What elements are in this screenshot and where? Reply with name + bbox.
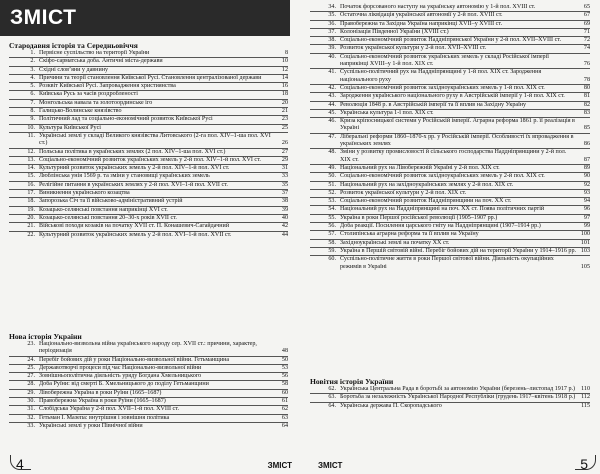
toc-entry-number: 24. [27,356,35,363]
toc-entry-page: 40 [281,214,288,221]
toc-entry-number: 53. [328,198,336,205]
toc-entry-title: Політичний лад та соціально-економічний розвиток Київської Русі [39,116,213,123]
toc-entry [9,99,288,107]
toc-entry-page: 44 [281,231,288,238]
toc-entry-number: 45. [328,109,336,116]
toc-entry [310,4,590,11]
toc-entry-page: 38 [281,198,288,205]
toc-entry-title: Культура Київської Русі [39,124,101,131]
toc-entry [9,364,288,372]
toc-entry [310,189,590,197]
toc-entry-page: 8 [284,50,288,56]
toc-entry-page: 31 [281,165,288,172]
toc-entry-number: 32. [27,414,35,421]
contents-banner [0,0,290,36]
toc-entry-number: 29. [27,389,35,396]
toc-entry [310,181,590,189]
toc-entry [9,50,288,57]
toc-entry-page: 100 [580,231,590,238]
toc-entry-title: Остаточна ліквідація української автономії у 2-й пол. XVIII ст. [340,12,503,19]
toc-entry-page: 67 [583,12,590,19]
page-number-left: 4 [16,456,24,472]
toc-entry-number: 43. [328,93,336,100]
toc-entry-title: Виникнення українського козацтва [39,190,130,197]
toc-entry [310,92,590,100]
toc-entry-title: Запорозька Січ та її військово-адміністративний устрій [39,198,183,205]
toc-entry-page: 58 [281,381,288,388]
right-page [300,0,600,474]
toc-list-ancient [9,50,288,239]
toc-entry-number: 63. [328,394,336,401]
toc-entry-number: 47. [328,133,336,140]
toc-entry [9,74,288,82]
toc-entry-title: Первісне суспільство на території України [39,50,150,56]
toc-entry-title: Національно-визвольна війна українського народу сер. XVII ст.: причини, характер, періодизація [39,341,257,355]
toc-entry-number: 17. [27,190,35,197]
toc-entry [9,132,288,148]
toc-entry-number: 27. [27,373,35,380]
toc-entry-page: 37 [281,190,288,197]
toc-entry-title: Україна в Першій світовій війні. Перебіг бойових дій на території України у 1914–1916 рр. [340,247,577,254]
toc-entry-title: Правобережна Україна в роки Руїни (1665–1687) [39,398,166,405]
toc-entry-page: 62 [281,406,288,413]
toc-entry [9,82,288,90]
toc-entry-number: 8. [30,108,35,115]
toc-entry-page: 87 [583,156,590,163]
toc-entry-page: 115 [581,402,590,409]
toc-entry-title: Криза кріпосницької системи у Російській імперії. Аграрна реформа 1861 р. її реалізація в Україні [340,118,575,132]
toc-entry-title: Суспільно-політичний рух на Наддніпрянщині у 1-й пол. XIX ст. Зародження національного руху [340,69,542,83]
toc-entry-number: 20. [27,214,35,221]
toc-entry [9,107,288,115]
toc-entry [9,115,288,123]
toc-entry-number: 28. [27,381,35,388]
toc-entry-number: 31. [27,406,35,413]
toc-entry-page: 83 [583,109,590,116]
toc-entry-number: 6. [30,91,35,98]
toc-entry [310,239,590,247]
toc-entry-page: 99 [583,223,590,230]
toc-entry-number: 14. [27,165,35,172]
toc-entry [9,206,288,214]
toc-entry [310,53,590,69]
toc-entry-number: 39. [328,45,336,52]
toc-entry-number: 54. [328,206,336,213]
toc-entry-page: 26 [281,140,288,147]
toc-entry-page: 103 [580,247,590,254]
toc-entry-page: 12 [281,66,288,73]
toc-entry-title: Культурний розвиток українських земель у 2-й пол. XIV–1-й пол. XVI ст. [39,165,230,172]
toc-entry-number: 23. [27,341,35,347]
toc-entry-page: 80 [583,84,590,91]
toc-entry-title: Українські землі у складі Великого князівства Литовського (2-га пол. XIV–1-ша пол. XVI ст.) [39,132,271,147]
toc-entry-title: Колонізація Південної України (XVIII ст.) [340,28,449,35]
toc-entry-title: Доба Руїни: від смерті Б. Хмельницького до поділу Гетьманщини [39,381,209,388]
toc-entry [9,222,288,230]
toc-entry-number: 13. [27,156,35,163]
toc-entry [9,389,288,397]
toc-entry-title: Західноукраїнські землі на початку XX ст. [340,239,450,246]
toc-entry-number: 3. [30,66,35,73]
toc-entry-title: Українська культура 1-ї пол. XIX ст. [340,109,434,116]
toc-entry-number: 12. [27,148,35,155]
toc-entry-title: Військові походи козаків на початку XVII ст. П. Конашевич-Сагайдачний [39,223,230,230]
footer-label-right: ЗМІСТ [318,461,343,470]
toc-entry-number: 25. [27,364,35,371]
toc-entry-number: 2. [30,58,35,65]
toc-entry-title: Польська політика в українських землях (2 пол. XIV–1-ша пол. XVI ст.) [39,148,226,155]
toc-entry-number: 37. [328,28,336,35]
toc-entry-page: 74 [583,45,590,52]
toc-entry-title: Національний рух на західноукраїнських землях у 2-й пол. XIX ст. [340,181,514,188]
toc-entry-page: 92 [583,181,590,188]
toc-entry [9,422,288,430]
toc-entry-number: 11. [27,132,35,139]
toc-entry [310,205,590,213]
toc-list-modern-continued [310,4,590,271]
toc-entry-page: 81 [583,93,590,100]
toc-entry [310,247,590,255]
toc-entry-number: 35. [328,12,336,19]
toc-entry-page: 63 [281,414,288,421]
toc-entry-page: 65 [583,4,590,10]
toc-entry-title: Національний рух на Лівобережній Україні у 2-й пол. XIX ст. [340,164,500,171]
toc-entry-title: Зародження українського національного руху в Австрійській імперії у 1-й пол. XIX ст. [340,93,565,100]
toc-entry-title: Розвиток української культури у 2-й пол. XIX ст. [340,189,467,196]
toc-entry-number: 34. [328,4,336,10]
toc-entry-page: 48 [281,348,288,355]
toc-entry-title: Релігійне питання в українських землях у 2-й пол. XVI–1-й пол. XVII ст. [39,181,228,188]
toc-entry [310,133,590,149]
toc-entry-title: Причини та теорії становлення Київської Русі. Становлення централізованої держави [39,74,262,81]
toc-entry-number: 52. [328,189,336,196]
toc-entry-page: 35 [281,181,288,188]
toc-entry-page: 76 [583,61,590,68]
toc-entry [310,148,590,164]
toc-entry-page: 90 [583,173,590,180]
toc-entry [9,164,288,172]
toc-entry-page: 39 [281,206,288,213]
toc-entry-number: 30. [27,398,35,405]
toc-entry-title: Столипінська аграрна реформа та її вплив на Україну [340,231,479,238]
toc-entry [310,20,590,28]
toc-entry-title: Ліберальні реформи 1860–1870-х рр. у Російській імперії. Особливості їх впровадження в українських землях [340,133,574,148]
toc-entry-number: 56. [328,223,336,230]
toc-entry-title: Соціально-економічний розвиток українських земель у складі Російської імперії наприкінці XVIII–у 1-й пол. XIX ст. [340,53,549,68]
toc-entry-number: 46. [328,118,336,125]
toc-entry [9,172,288,180]
toc-entry-title: Соціально-економічний розвиток західноукраїнських земель у 1-й пол. XIX ст. [340,84,545,91]
toc-entry [310,172,590,180]
toc-entry [9,197,288,205]
toc-entry-page: 82 [583,101,590,108]
toc-entry-number: 62. [328,386,336,392]
toc-entry-page: 33 [281,173,288,180]
toc-entry [310,44,590,52]
section-title-newest: Новітня історія України [310,377,394,386]
toc-entry-title: Культурний розвиток українських земель у 2-й пол. XVI–1-й пол. XVII ст. [39,231,232,238]
toc-entry-page: 23 [281,116,288,123]
section-title-modern: Нова історія України [9,332,82,341]
toc-entry [9,156,288,164]
toc-entry-number: 4. [30,74,35,81]
toc-entry [9,341,288,356]
toc-entry-title: Українські землі у роки Північної війни [39,422,143,429]
toc-entry-page: 21 [281,108,288,115]
toc-entry-title: Початок форсованого наступу на українську автономію у 1-й пол. XVIII ст. [340,4,536,10]
toc-entry-title: Доба реакції. Посилення царського гніту на Наддніпрянщині (1907–1914 рр.) [340,223,541,230]
toc-entry-number: 36. [328,20,336,27]
toc-entry-title: Розвиток української культури у 2-й пол. XVII–XVIII ст. [340,45,487,52]
toc-entry-number: 10. [27,124,35,131]
toc-entry-page: 101 [580,239,590,246]
toc-entry-title: Слобідська Україна у 2-й пол. XVII–1-й пол. XVIII ст. [39,406,179,413]
toc-entry-page: 50 [281,356,288,363]
toc-entry-number: 44. [328,101,336,108]
toc-entry [9,90,288,98]
toc-entry-title: Люблінська унія 1569 р. та зміни у становищі українських земель [39,173,210,180]
toc-entry-title: Гетьман І. Мазепа: внутрішня і зовнішня політика [39,414,170,421]
toc-entry-page: 25 [281,124,288,131]
toc-entry-title: Козацько-селянські повстання наприкінці XVI ст. [39,206,168,213]
footer-label-left: ЗМІСТ [267,461,292,470]
toc-entry [310,230,590,238]
toc-entry-title: Революція 1848 р. в Австрійській імперії та її вплив на Західну Україну [340,101,527,108]
toc-entry-number: 42. [328,84,336,91]
toc-entry [9,231,288,239]
toc-entry-page: 64 [281,422,288,429]
toc-entry [310,84,590,92]
toc-entry [9,124,288,132]
toc-entry-number: 9. [30,116,35,123]
toc-entry-number: 64. [328,402,336,409]
toc-entry-page: 72 [583,37,590,44]
toc-entry [310,109,590,117]
toc-entry-page: 86 [583,141,590,148]
toc-entry-title: Розквіт Київської Русі. Запровадження християнства [39,83,176,90]
toc-entry [9,57,288,65]
toc-entry-title: Галицько-Волинське князівство [39,108,122,115]
page-number-right: 5 [580,456,588,472]
toc-entry [9,189,288,197]
toc-list-newest [310,386,590,410]
toc-entry-number: 7. [30,99,35,106]
toc-entry-number: 5. [30,83,35,90]
section-title-ancient: Стародавня історія та Середньовіччя [9,41,138,50]
toc-entry-page: 105 [580,263,590,270]
toc-entry-page: 18 [281,91,288,98]
toc-entry-number: 60. [328,256,336,263]
toc-entry-number: 48. [328,149,336,156]
toc-entry [310,68,590,84]
toc-entry-number: 57. [328,231,336,238]
toc-entry-number: 55. [328,214,336,221]
toc-entry-number: 15. [27,173,35,180]
toc-entry-number: 50. [328,173,336,180]
toc-entry-page: 53 [281,364,288,371]
toc-entry-page: 69 [583,20,590,27]
toc-entry [310,117,590,133]
toc-entry [9,372,288,380]
toc-entry [310,36,590,44]
toc-entry [9,181,288,189]
toc-entry-number: 21. [27,223,35,230]
toc-entry [9,380,288,388]
toc-entry-page: 93 [583,189,590,196]
toc-entry-number: 40. [328,53,336,60]
toc-entry-title: Соціально-економічний розвиток західноукраїнських земель у 2-й пол. XIX ст. [340,173,545,180]
toc-entry-number: 51. [328,181,336,188]
toc-entry [310,255,590,271]
toc-entry-number: 16. [27,181,35,188]
toc-entry [310,11,590,19]
toc-entry-number: 33. [27,422,35,429]
toc-entry-page: 96 [583,206,590,213]
toc-entry-number: 41. [328,69,336,76]
toc-entry [9,397,288,405]
toc-entry-page: 97 [583,214,590,221]
toc-entry-page: 89 [583,164,590,171]
toc-entry-number: 59. [328,247,336,254]
toc-entry [9,66,288,74]
toc-entry-number: 22. [27,231,35,238]
toc-entry [310,101,590,109]
toc-entry-title: Боротьба за незалежність Української Народної Республіки (грудень 1917–квітень 1918 р.) [340,394,576,401]
toc-entry [310,28,590,36]
toc-entry-page: 60 [281,389,288,396]
toc-entry [310,214,590,222]
toc-entry-page: 94 [583,198,590,205]
toc-entry-page: 112 [581,394,590,401]
toc-entry [310,164,590,172]
toc-entry [9,356,288,364]
toc-entry-page: 29 [281,156,288,163]
toc-entry-page: 16 [281,83,288,90]
toc-entry-title: Правобережна та Західна Україна наприкінці XVII–у XVIII ст. [340,20,503,27]
toc-entry-number: 1. [30,50,35,56]
toc-entry [9,148,288,156]
toc-entry-title: Суспільно-політичне життя в роки Першої світової війни. Діяльність окупаційних режимів в Україні [340,256,554,270]
toc-entry-page: 110 [581,386,590,392]
toc-entry [310,393,590,401]
toc-entry [310,197,590,205]
toc-entry-title: Державотворчі процеси під час Національно-визвольної війни [39,364,202,371]
toc-entry-title: Соціально-економічний розвиток українських земель у 2-й пол. XIV–1-й пол. XVI ст. [39,156,261,163]
toc-entry [9,405,288,413]
toc-entry-page: 42 [281,223,288,230]
toc-entry-title: Соціально-економічний розвиток Наддніпрянської України у 2-й пол. XVII–XVIII ст. [340,37,562,44]
toc-entry-page: 14 [281,74,288,81]
toc-entry-number: 49. [328,164,336,171]
toc-entry-number: 19. [27,206,35,213]
toc-entry-title: Зміни у розвитку промисловості й сільського господарства Наддніпрянщини у 2-й пол. XIX ст. [340,149,567,163]
toc-entry-title: Українська Центральна Рада в боротьбі за автономію України (березень–листопад 1917 р.) [340,386,576,392]
toc-entry-title: Україна в роки Першої російської революції (1905–1907 рр.) [340,214,498,221]
toc-entry [9,414,288,422]
toc-entry-page: 61 [281,398,288,405]
toc-entry [310,402,590,410]
toc-entry-page: 71 [583,28,590,35]
toc-entry-title: Лівобережна Україна в роки Руїни (1665–1687) [39,389,162,396]
toc-entry-title: Східні слов’яни у давнину [39,66,109,73]
toc-entry-page: 27 [281,148,288,155]
toc-entry-page: 10 [281,58,288,65]
toc-entry-title: Київська Русь за часів роздробленості [39,91,138,98]
toc-entry-title: Монгольська навала та золотоординське іго [39,99,153,106]
toc-entry-title: Зовнішньополітична діяльність уряду Богдана Хмельницького [39,373,202,380]
contents-title: ЗМІСТ [10,6,77,29]
toc-entry-title: Соціально-економічний розвиток Наддніпрянщини на поч. XX ст. [340,198,512,205]
toc-entry-title: Національний рух на Наддніпрянщині на поч. XX ст. Поява політичних партій [340,206,545,213]
toc-entry-title: Козацько-селянські повстання 20–30-х років XVII ст. [39,214,177,221]
toc-entry-page: 85 [583,125,590,132]
toc-entry [310,386,590,393]
toc-entry-page: 20 [281,99,288,106]
toc-entry-page: 78 [583,76,590,83]
toc-entry [9,214,288,222]
toc-entry-number: 18. [27,198,35,205]
toc-entry-title: Скіфо-сарматська доба. Античні міста-держави [39,58,163,65]
toc-entry-number: 58. [328,239,336,246]
toc-entry-title: Перебіг бойових дій у роки Національно-визвольної війни. Гетьманщина [39,356,230,363]
toc-entry-page: 56 [281,373,288,380]
toc-list-modern [9,341,288,430]
toc-entry-number: 38. [328,37,336,44]
toc-entry [310,222,590,230]
toc-entry-title: Українська держава П. Скоропадського [340,402,442,409]
